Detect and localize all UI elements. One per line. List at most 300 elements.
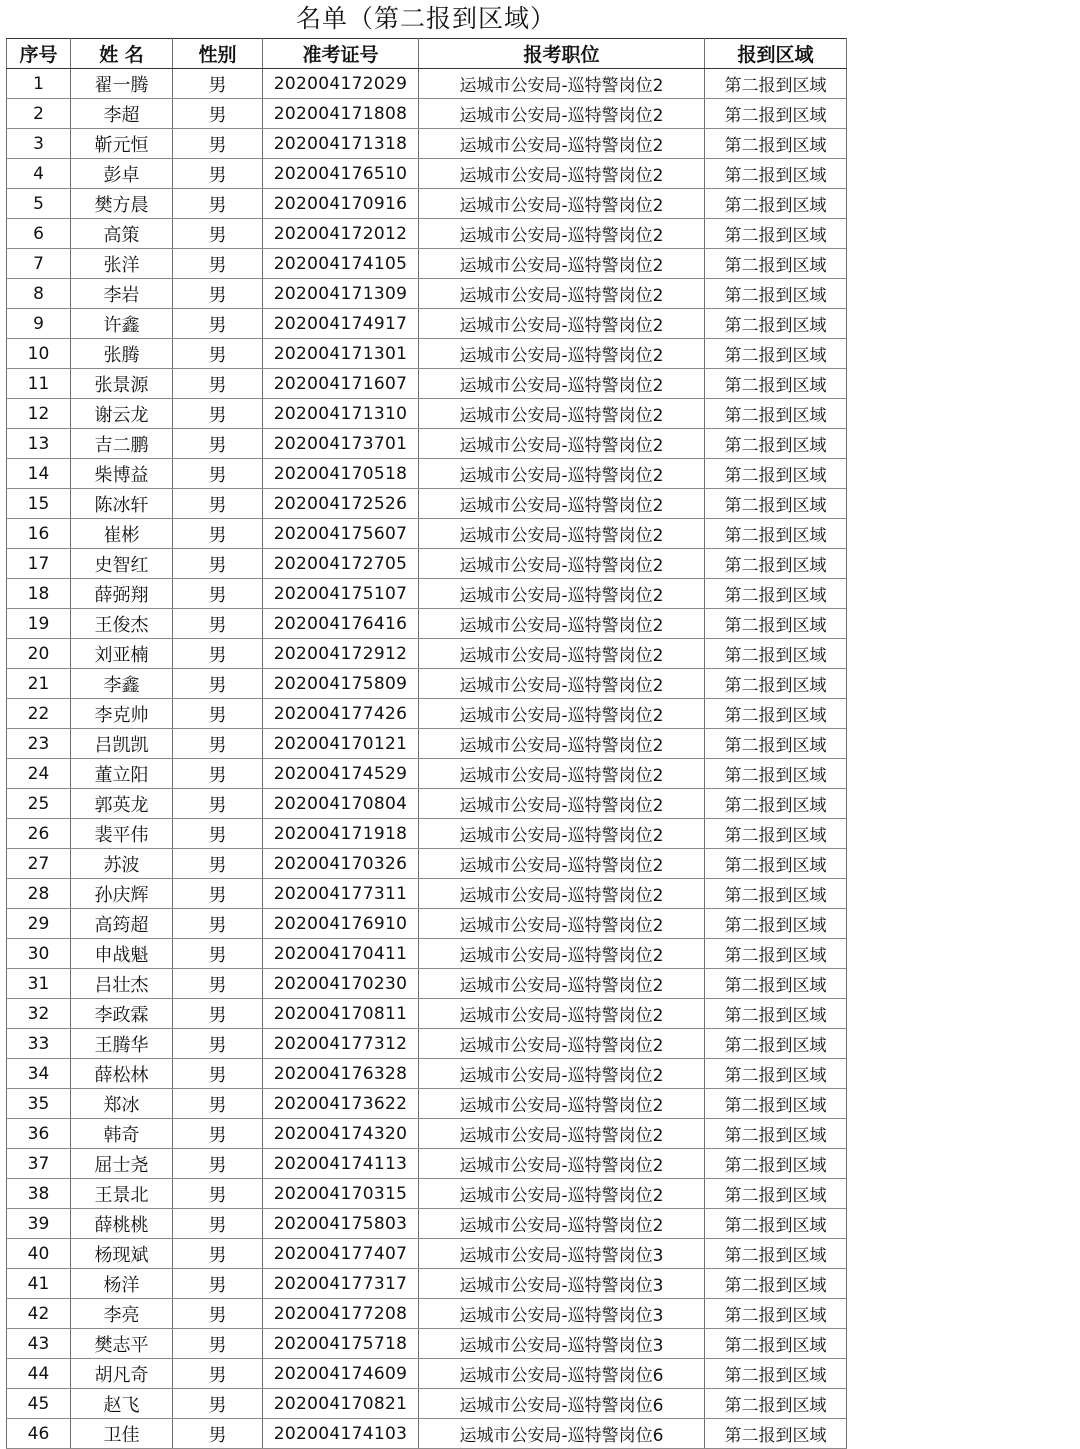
cell-exam-no: 202004174529 <box>263 759 419 789</box>
cell-name: 高筠超 <box>71 909 173 939</box>
cell-gender: 男 <box>173 1089 263 1119</box>
cell-position: 运城市公安局-巡特警岗位2 <box>419 999 705 1029</box>
cell-gender: 男 <box>173 519 263 549</box>
cell-gender: 男 <box>173 1419 263 1449</box>
cell-seq: 42 <box>7 1299 71 1329</box>
cell-area: 第二报到区域 <box>705 819 847 849</box>
cell-exam-no: 202004176416 <box>263 609 419 639</box>
cell-gender: 男 <box>173 999 263 1029</box>
cell-position: 运城市公安局-巡特警岗位2 <box>419 429 705 459</box>
cell-name: 高策 <box>71 219 173 249</box>
cell-gender: 男 <box>173 819 263 849</box>
cell-area: 第二报到区域 <box>705 759 847 789</box>
table-row <box>7 339 847 369</box>
cell-name: 李政霖 <box>71 999 173 1029</box>
cell-area: 第二报到区域 <box>705 489 847 519</box>
cell-exam-no: 202004177426 <box>263 699 419 729</box>
cell-seq: 17 <box>7 549 71 579</box>
table-row <box>7 369 847 399</box>
cell-position: 运城市公安局-巡特警岗位2 <box>419 249 705 279</box>
table-row <box>7 129 847 159</box>
cell-position: 运城市公安局-巡特警岗位2 <box>419 1059 705 1089</box>
header-gender: 性别 <box>173 39 263 69</box>
table-row <box>7 1059 847 1089</box>
cell-area: 第二报到区域 <box>705 1209 847 1239</box>
cell-seq: 29 <box>7 909 71 939</box>
cell-gender: 男 <box>173 1119 263 1149</box>
cell-exam-no: 202004171309 <box>263 279 419 309</box>
cell-name: 杨洋 <box>71 1269 173 1299</box>
cell-position: 运城市公安局-巡特警岗位3 <box>419 1239 705 1269</box>
cell-area: 第二报到区域 <box>705 459 847 489</box>
cell-exam-no: 202004170230 <box>263 969 419 999</box>
cell-seq: 18 <box>7 579 71 609</box>
table-row <box>7 759 847 789</box>
table-row <box>7 609 847 639</box>
cell-seq: 23 <box>7 729 71 759</box>
cell-seq: 3 <box>7 129 71 159</box>
cell-gender: 男 <box>173 339 263 369</box>
table-row <box>7 819 847 849</box>
cell-seq: 41 <box>7 1269 71 1299</box>
cell-name: 翟一腾 <box>71 69 173 99</box>
cell-exam-no: 202004176510 <box>263 159 419 189</box>
cell-gender: 男 <box>173 1149 263 1179</box>
cell-position: 运城市公安局-巡特警岗位2 <box>419 939 705 969</box>
cell-position: 运城市公安局-巡特警岗位2 <box>419 1119 705 1149</box>
cell-area: 第二报到区域 <box>705 339 847 369</box>
cell-exam-no: 202004172029 <box>263 69 419 99</box>
cell-seq: 12 <box>7 399 71 429</box>
cell-area: 第二报到区域 <box>705 1299 847 1329</box>
cell-exam-no: 202004177208 <box>263 1299 419 1329</box>
cell-name: 薛弼翔 <box>71 579 173 609</box>
table-row <box>7 99 847 129</box>
cell-area: 第二报到区域 <box>705 429 847 459</box>
cell-name: 靳元恒 <box>71 129 173 159</box>
cell-exam-no: 202004177312 <box>263 1029 419 1059</box>
cell-seq: 44 <box>7 1359 71 1389</box>
cell-area: 第二报到区域 <box>705 519 847 549</box>
cell-gender: 男 <box>173 309 263 339</box>
cell-area: 第二报到区域 <box>705 999 847 1029</box>
cell-area: 第二报到区域 <box>705 909 847 939</box>
cell-gender: 男 <box>173 969 263 999</box>
cell-gender: 男 <box>173 669 263 699</box>
cell-exam-no: 202004170121 <box>263 729 419 759</box>
cell-area: 第二报到区域 <box>705 609 847 639</box>
cell-exam-no: 202004170804 <box>263 789 419 819</box>
cell-position: 运城市公安局-巡特警岗位2 <box>419 969 705 999</box>
cell-name: 刘亚楠 <box>71 639 173 669</box>
cell-gender: 男 <box>173 1179 263 1209</box>
cell-seq: 26 <box>7 819 71 849</box>
cell-exam-no: 202004170326 <box>263 849 419 879</box>
table-row <box>7 429 847 459</box>
cell-seq: 4 <box>7 159 71 189</box>
cell-name: 王景北 <box>71 1179 173 1209</box>
cell-position: 运城市公安局-巡特警岗位2 <box>419 69 705 99</box>
table-row <box>7 1029 847 1059</box>
cell-seq: 32 <box>7 999 71 1029</box>
cell-seq: 5 <box>7 189 71 219</box>
table-row <box>7 999 847 1029</box>
table-header-row <box>7 39 847 69</box>
cell-position: 运城市公安局-巡特警岗位2 <box>419 1179 705 1209</box>
cell-area: 第二报到区域 <box>705 189 847 219</box>
cell-exam-no: 202004174917 <box>263 309 419 339</box>
cell-seq: 9 <box>7 309 71 339</box>
cell-gender: 男 <box>173 1209 263 1239</box>
cell-name: 吕壮杰 <box>71 969 173 999</box>
cell-area: 第二报到区域 <box>705 219 847 249</box>
cell-position: 运城市公安局-巡特警岗位2 <box>419 789 705 819</box>
cell-seq: 24 <box>7 759 71 789</box>
cell-gender: 男 <box>173 159 263 189</box>
cell-name: 李鑫 <box>71 669 173 699</box>
table-row <box>7 969 847 999</box>
cell-gender: 男 <box>173 189 263 219</box>
table-row <box>7 519 847 549</box>
cell-name: 郭英龙 <box>71 789 173 819</box>
table-row <box>7 639 847 669</box>
cell-area: 第二报到区域 <box>705 1029 847 1059</box>
cell-position: 运城市公安局-巡特警岗位2 <box>419 129 705 159</box>
cell-position: 运城市公安局-巡特警岗位2 <box>419 879 705 909</box>
cell-exam-no: 202004170411 <box>263 939 419 969</box>
cell-gender: 男 <box>173 849 263 879</box>
cell-position: 运城市公安局-巡特警岗位6 <box>419 1389 705 1419</box>
cell-gender: 男 <box>173 1389 263 1419</box>
cell-name: 李亮 <box>71 1299 173 1329</box>
cell-gender: 男 <box>173 699 263 729</box>
cell-position: 运城市公安局-巡特警岗位2 <box>419 849 705 879</box>
cell-position: 运城市公安局-巡特警岗位2 <box>419 729 705 759</box>
cell-area: 第二报到区域 <box>705 1179 847 1209</box>
cell-seq: 22 <box>7 699 71 729</box>
table-row <box>7 1419 847 1449</box>
cell-gender: 男 <box>173 399 263 429</box>
cell-area: 第二报到区域 <box>705 1389 847 1419</box>
cell-seq: 36 <box>7 1119 71 1149</box>
cell-gender: 男 <box>173 909 263 939</box>
cell-area: 第二报到区域 <box>705 849 847 879</box>
cell-area: 第二报到区域 <box>705 1359 847 1389</box>
cell-seq: 37 <box>7 1149 71 1179</box>
cell-seq: 20 <box>7 639 71 669</box>
cell-gender: 男 <box>173 99 263 129</box>
cell-area: 第二报到区域 <box>705 159 847 189</box>
table-row <box>7 1329 847 1359</box>
cell-position: 运城市公安局-巡特警岗位3 <box>419 1329 705 1359</box>
cell-name: 薛桃桃 <box>71 1209 173 1239</box>
cell-position: 运城市公安局-巡特警岗位2 <box>419 189 705 219</box>
cell-gender: 男 <box>173 1269 263 1299</box>
cell-gender: 男 <box>173 369 263 399</box>
cell-area: 第二报到区域 <box>705 309 847 339</box>
cell-position: 运城市公安局-巡特警岗位2 <box>419 609 705 639</box>
cell-name: 张腾 <box>71 339 173 369</box>
cell-gender: 男 <box>173 1359 263 1389</box>
table-row <box>7 1269 847 1299</box>
cell-position: 运城市公安局-巡特警岗位2 <box>419 279 705 309</box>
cell-exam-no: 202004171808 <box>263 99 419 129</box>
cell-area: 第二报到区域 <box>705 99 847 129</box>
cell-name: 史智红 <box>71 549 173 579</box>
cell-gender: 男 <box>173 69 263 99</box>
cell-exam-no: 202004170811 <box>263 999 419 1029</box>
cell-gender: 男 <box>173 759 263 789</box>
cell-position: 运城市公安局-巡特警岗位2 <box>419 519 705 549</box>
cell-name: 樊方晨 <box>71 189 173 219</box>
cell-seq: 31 <box>7 969 71 999</box>
cell-position: 运城市公安局-巡特警岗位2 <box>419 819 705 849</box>
cell-exam-no: 202004175718 <box>263 1329 419 1359</box>
cell-seq: 6 <box>7 219 71 249</box>
cell-exam-no: 202004172912 <box>263 639 419 669</box>
table-row <box>7 549 847 579</box>
cell-name: 董立阳 <box>71 759 173 789</box>
cell-seq: 38 <box>7 1179 71 1209</box>
cell-gender: 男 <box>173 579 263 609</box>
cell-exam-no: 202004173622 <box>263 1089 419 1119</box>
cell-exam-no: 202004175809 <box>263 669 419 699</box>
cell-exam-no: 202004174609 <box>263 1359 419 1389</box>
cell-name: 柴博益 <box>71 459 173 489</box>
cell-seq: 45 <box>7 1389 71 1419</box>
cell-exam-no: 202004177311 <box>263 879 419 909</box>
table-row <box>7 939 847 969</box>
cell-area: 第二报到区域 <box>705 1119 847 1149</box>
cell-name: 薛松林 <box>71 1059 173 1089</box>
cell-position: 运城市公安局-巡特警岗位2 <box>419 399 705 429</box>
cell-exam-no: 202004172012 <box>263 219 419 249</box>
cell-name: 吕凯凯 <box>71 729 173 759</box>
cell-seq: 19 <box>7 609 71 639</box>
cell-position: 运城市公安局-巡特警岗位2 <box>419 1209 705 1239</box>
cell-name: 张景源 <box>71 369 173 399</box>
cell-position: 运城市公安局-巡特警岗位2 <box>419 219 705 249</box>
table-row <box>7 1299 847 1329</box>
cell-gender: 男 <box>173 609 263 639</box>
cell-position: 运城市公安局-巡特警岗位2 <box>419 369 705 399</box>
cell-seq: 8 <box>7 279 71 309</box>
cell-area: 第二报到区域 <box>705 729 847 759</box>
cell-area: 第二报到区域 <box>705 699 847 729</box>
cell-seq: 40 <box>7 1239 71 1269</box>
cell-area: 第二报到区域 <box>705 879 847 909</box>
cell-exam-no: 202004174103 <box>263 1419 419 1449</box>
cell-name: 樊志平 <box>71 1329 173 1359</box>
cell-name: 谢云龙 <box>71 399 173 429</box>
cell-position: 运城市公安局-巡特警岗位2 <box>419 759 705 789</box>
cell-name: 王俊杰 <box>71 609 173 639</box>
cell-area: 第二报到区域 <box>705 969 847 999</box>
cell-name: 吉二鹏 <box>71 429 173 459</box>
cell-gender: 男 <box>173 789 263 819</box>
cell-gender: 男 <box>173 729 263 759</box>
cell-seq: 15 <box>7 489 71 519</box>
cell-position: 运城市公安局-巡特警岗位2 <box>419 579 705 609</box>
cell-area: 第二报到区域 <box>705 1089 847 1119</box>
cell-seq: 39 <box>7 1209 71 1239</box>
cell-name: 王腾华 <box>71 1029 173 1059</box>
cell-area: 第二报到区域 <box>705 69 847 99</box>
cell-position: 运城市公安局-巡特警岗位2 <box>419 549 705 579</box>
cell-gender: 男 <box>173 1059 263 1089</box>
cell-area: 第二报到区域 <box>705 639 847 669</box>
cell-area: 第二报到区域 <box>705 279 847 309</box>
cell-seq: 30 <box>7 939 71 969</box>
cell-area: 第二报到区域 <box>705 549 847 579</box>
cell-area: 第二报到区域 <box>705 1059 847 1089</box>
cell-seq: 21 <box>7 669 71 699</box>
cell-exam-no: 202004171607 <box>263 369 419 399</box>
cell-seq: 46 <box>7 1419 71 1449</box>
cell-seq: 16 <box>7 519 71 549</box>
table-row <box>7 849 847 879</box>
cell-position: 运城市公安局-巡特警岗位2 <box>419 339 705 369</box>
cell-seq: 43 <box>7 1329 71 1359</box>
header-name: 姓 名 <box>71 39 173 69</box>
table-body <box>7 69 847 1449</box>
table-row <box>7 159 847 189</box>
cell-name: 屈士尧 <box>71 1149 173 1179</box>
cell-seq: 27 <box>7 849 71 879</box>
table-row <box>7 219 847 249</box>
cell-area: 第二报到区域 <box>705 399 847 429</box>
cell-name: 许鑫 <box>71 309 173 339</box>
cell-exam-no: 202004171318 <box>263 129 419 159</box>
cell-seq: 7 <box>7 249 71 279</box>
table-row <box>7 1149 847 1179</box>
cell-exam-no: 202004174320 <box>263 1119 419 1149</box>
cell-area: 第二报到区域 <box>705 129 847 159</box>
cell-name: 彭卓 <box>71 159 173 189</box>
cell-seq: 1 <box>7 69 71 99</box>
table-row <box>7 279 847 309</box>
table-row <box>7 1179 847 1209</box>
cell-exam-no: 202004174113 <box>263 1149 419 1179</box>
cell-gender: 男 <box>173 549 263 579</box>
cell-name: 胡凡奇 <box>71 1359 173 1389</box>
cell-exam-no: 202004170315 <box>263 1179 419 1209</box>
table-row <box>7 729 847 759</box>
cell-exam-no: 202004175607 <box>263 519 419 549</box>
cell-area: 第二报到区域 <box>705 1149 847 1179</box>
table-row <box>7 489 847 519</box>
header-exam-no: 准考证号 <box>263 39 419 69</box>
cell-exam-no: 202004176328 <box>263 1059 419 1089</box>
cell-exam-no: 202004170916 <box>263 189 419 219</box>
cell-exam-no: 202004175107 <box>263 579 419 609</box>
cell-position: 运城市公安局-巡特警岗位2 <box>419 459 705 489</box>
cell-name: 张洋 <box>71 249 173 279</box>
table-row <box>7 1389 847 1419</box>
table-row <box>7 909 847 939</box>
cell-exam-no: 202004176910 <box>263 909 419 939</box>
cell-area: 第二报到区域 <box>705 579 847 609</box>
header-position: 报考职位 <box>419 39 705 69</box>
table-row <box>7 1239 847 1269</box>
cell-gender: 男 <box>173 1299 263 1329</box>
table-row <box>7 399 847 429</box>
header-seq: 序号 <box>7 39 71 69</box>
cell-gender: 男 <box>173 939 263 969</box>
cell-seq: 28 <box>7 879 71 909</box>
table-row <box>7 1209 847 1239</box>
cell-seq: 13 <box>7 429 71 459</box>
cell-area: 第二报到区域 <box>705 939 847 969</box>
cell-exam-no: 202004172705 <box>263 549 419 579</box>
cell-position: 运城市公安局-巡特警岗位6 <box>419 1359 705 1389</box>
table-row <box>7 309 847 339</box>
document-title: 名单（第二报到区域） <box>295 4 556 33</box>
cell-exam-no: 202004171301 <box>263 339 419 369</box>
cell-seq: 14 <box>7 459 71 489</box>
cell-exam-no: 202004172526 <box>263 489 419 519</box>
cell-name: 李超 <box>71 99 173 129</box>
cell-exam-no: 202004170518 <box>263 459 419 489</box>
cell-gender: 男 <box>173 639 263 669</box>
cell-seq: 2 <box>7 99 71 129</box>
cell-area: 第二报到区域 <box>705 669 847 699</box>
cell-gender: 男 <box>173 1029 263 1059</box>
cell-exam-no: 202004175803 <box>263 1209 419 1239</box>
cell-area: 第二报到区域 <box>705 249 847 279</box>
cell-name: 孙庆辉 <box>71 879 173 909</box>
cell-gender: 男 <box>173 429 263 459</box>
table-row <box>7 879 847 909</box>
table-row <box>7 789 847 819</box>
table-row <box>7 579 847 609</box>
table-row <box>7 1089 847 1119</box>
cell-position: 运城市公安局-巡特警岗位6 <box>419 1419 705 1449</box>
table-row <box>7 699 847 729</box>
roster-table <box>6 38 847 1449</box>
cell-name: 申战魁 <box>71 939 173 969</box>
cell-name: 陈冰轩 <box>71 489 173 519</box>
cell-gender: 男 <box>173 879 263 909</box>
cell-exam-no: 202004174105 <box>263 249 419 279</box>
cell-gender: 男 <box>173 279 263 309</box>
cell-name: 卫佳 <box>71 1419 173 1449</box>
cell-position: 运城市公安局-巡特警岗位2 <box>419 1149 705 1179</box>
cell-position: 运城市公安局-巡特警岗位2 <box>419 639 705 669</box>
cell-name: 李岩 <box>71 279 173 309</box>
cell-position: 运城市公安局-巡特警岗位2 <box>419 669 705 699</box>
table-row <box>7 1119 847 1149</box>
cell-position: 运城市公安局-巡特警岗位2 <box>419 699 705 729</box>
cell-gender: 男 <box>173 459 263 489</box>
cell-position: 运城市公安局-巡特警岗位3 <box>419 1269 705 1299</box>
cell-area: 第二报到区域 <box>705 369 847 399</box>
cell-position: 运城市公安局-巡特警岗位2 <box>419 909 705 939</box>
cell-area: 第二报到区域 <box>705 1329 847 1359</box>
cell-name: 韩奇 <box>71 1119 173 1149</box>
cell-name: 裴平伟 <box>71 819 173 849</box>
roster-sheet <box>6 0 846 1449</box>
cell-name: 杨现斌 <box>71 1239 173 1269</box>
cell-exam-no: 202004170821 <box>263 1389 419 1419</box>
cell-name: 崔彬 <box>71 519 173 549</box>
cell-gender: 男 <box>173 489 263 519</box>
table-row <box>7 249 847 279</box>
cell-exam-no: 202004171918 <box>263 819 419 849</box>
cell-name: 苏波 <box>71 849 173 879</box>
cell-gender: 男 <box>173 1329 263 1359</box>
cell-name: 郑冰 <box>71 1089 173 1119</box>
